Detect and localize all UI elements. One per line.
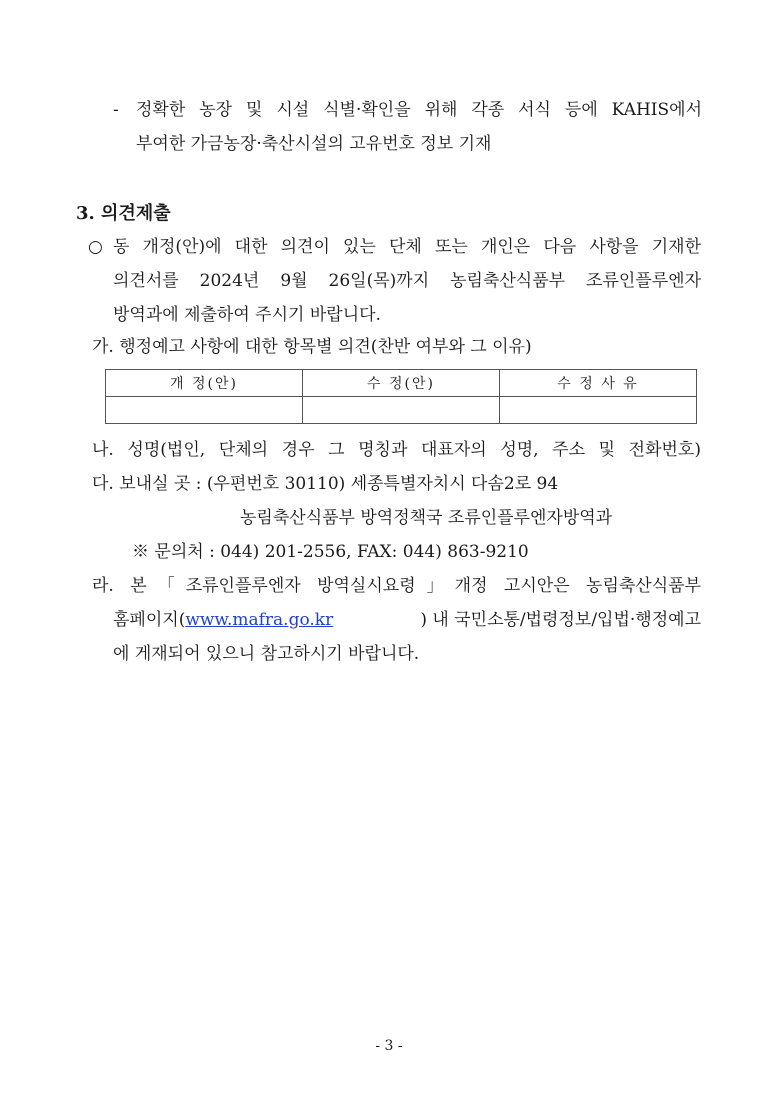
note-marker: - (113, 100, 119, 120)
table-header-current: 개 정(안) (106, 370, 303, 397)
item-ra-line-3: 에 게재되어 있으니 참고하시기 바랍니다. (113, 644, 420, 664)
item-da-line-1: 다. 보내실 곳 : (우편번호 30110) 세종특별자치시 다솜2로 94 (92, 474, 559, 494)
item-ra-link-wrap (113, 609, 333, 631)
table-header-reason: 수 정 사 유 (500, 370, 697, 397)
circle-bullet: ○ (88, 237, 103, 257)
note-line-2: 부여한 가금농장·축산시설의 고유번호 정보 기재 (136, 134, 492, 154)
opinion-paragraph-line-2: 의견서를 2024년 9월 26일(목)까지 농림축산식품부 조류인플루엔자 (113, 271, 701, 291)
item-ga: 가. 행정예고 사항에 대한 항목별 의견(찬반 여부와 그 이유) (92, 337, 532, 357)
table-header-revised: 수 정(안) (303, 370, 500, 397)
table-cell-reason (500, 397, 697, 424)
item-ra-line-2 (113, 609, 701, 631)
opinion-paragraph-line-1: 동 개정(안)에 대한 의견이 있는 단체 또는 개인은 다음 사항을 기재한 (113, 237, 701, 257)
opinion-paragraph-line-3: 방역과에 제출하여 주시기 바랍니다. (113, 305, 381, 325)
section-heading: 3. 의견제출 (76, 203, 171, 224)
table-cell-current (106, 397, 303, 424)
note-line-1: 정확한 농장 및 시설 식별·확인을 위해 각종 서식 등에 KAHIS에서 (136, 100, 702, 120)
table-header-row (106, 370, 697, 397)
table-row (106, 397, 697, 424)
page-number: - 3 - (375, 1038, 403, 1054)
table-cell-revised (303, 397, 500, 424)
item-da-line-2: 농림축산식품부 방역정책국 조류인플루엔자방역과 (240, 508, 613, 528)
contact-info: ※ 문의처 : 044) 201-2556, FAX: 044) 863-9210 (132, 542, 529, 562)
opinion-table (105, 369, 697, 424)
item-ra-line-1: 라. 본「조류인플루엔자 방역실시요령」개정 고시안은 농림축산식품부 (92, 576, 701, 596)
item-ra-prefix: 홈페이지( (113, 610, 186, 630)
item-na: 나. 성명(법인, 단체의 경우 그 명칭과 대표자의 성명, 주소 및 전화번호) (92, 440, 701, 460)
mafra-homepage-link[interactable]: www.mafra.go.kr (185, 610, 334, 630)
item-ra-suffix: ) 내 국민소통/법령정보/입법·행정예고 (420, 610, 701, 630)
